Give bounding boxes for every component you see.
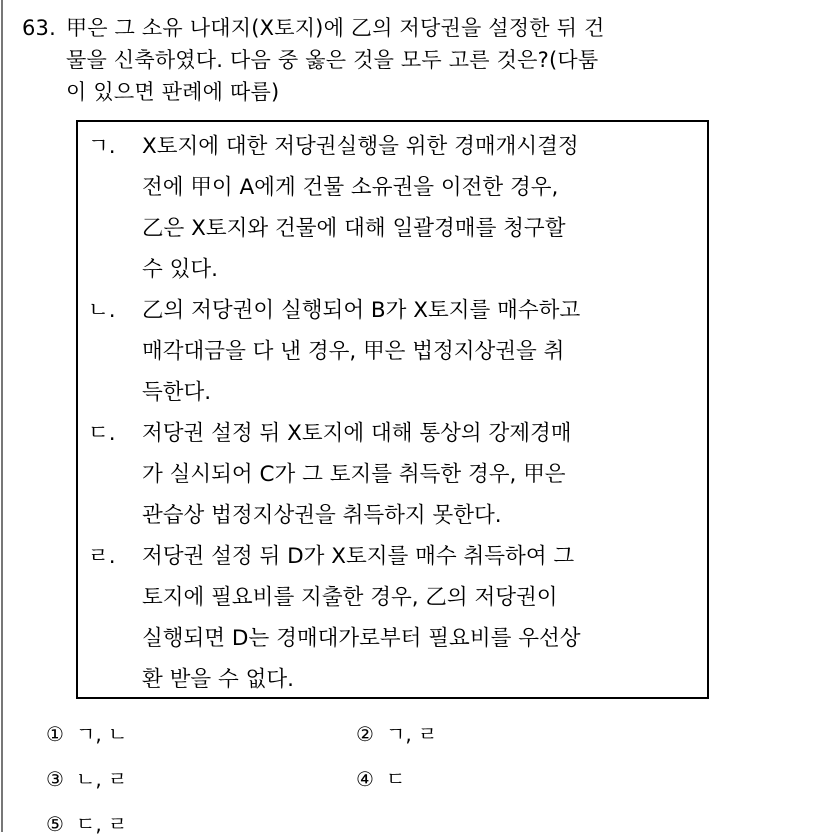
question-line-3: 이 있으면 판례에 따름) — [66, 80, 280, 104]
statement-c: ㄷ. 저당권 설정 뒤 X토지에 대해 통상의 강제경매 가 실시되어 C가 그 토지를 취득한 경우, 甲은 관습상 법정지상권을 취득하지 못한다. — [88, 413, 698, 536]
statement-b: ㄴ. 乙의 저당권이 실행되어 B가 X토지를 매수하고 매각대금을 다 낸 경우, 甲은 법정지상권을 취 득한다. — [88, 290, 698, 413]
statement-marker: ㄴ. — [88, 298, 116, 323]
statement-a: ㄱ. X토지에 대한 저당권실행을 위한 경매개시결정 전에 甲이 A에게 건물 소유권을 이전한 경우, 乙은 X토지와 건물에 대해 일괄경매를 청구할 수 있다. — [88, 126, 698, 290]
statement-d: ㄹ. 저당권 설정 뒤 D가 X토지를 매수 취득하여 그 토지에 필요비를 지출한 경우, 乙의 저당권이 실행되면 D는 경매대가로부터 필요비를 우선상 환 받을 수 없다. — [88, 536, 698, 700]
choice-1[interactable]: ① ㄱ, ㄴ — [46, 722, 128, 746]
choice-number: ③ — [46, 767, 64, 791]
question-number: 63. — [22, 16, 56, 40]
statements-box — [76, 120, 709, 699]
statement-marker: ㄱ. — [88, 134, 116, 159]
question-line-2: 물을 신축하였다. 다음 중 옳은 것을 모두 고른 것은?(다툼 — [66, 48, 599, 72]
choice-3[interactable]: ③ ㄴ, ㄹ — [46, 767, 128, 791]
choice-4[interactable]: ④ ㄷ — [356, 767, 406, 791]
page-left-border — [1, 0, 3, 832]
choice-number: ④ — [356, 767, 374, 791]
choice-number: ⑤ — [46, 812, 64, 836]
statement-marker: ㄷ. — [88, 421, 116, 446]
choice-number: ① — [46, 722, 64, 746]
choice-2[interactable]: ② ㄱ, ㄹ — [356, 722, 438, 746]
choice-number: ② — [356, 722, 374, 746]
statement-marker: ㄹ. — [88, 544, 116, 569]
question-stem — [22, 12, 812, 108]
choice-5[interactable]: ⑤ ㄷ, ㄹ — [46, 812, 128, 836]
question-line-1: 63. 甲은 그 소유 나대지(X토지)에 乙의 저당권을 설정한 뒤 건 — [22, 12, 812, 44]
